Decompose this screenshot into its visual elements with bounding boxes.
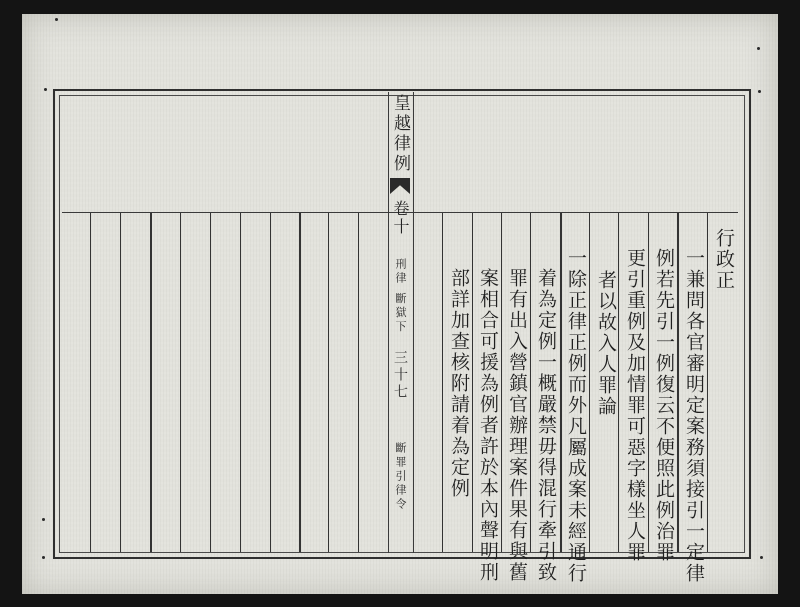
text-column: 行政正 (713, 228, 735, 291)
binding-hole (758, 90, 761, 93)
column-rule (618, 213, 619, 552)
column-rule (328, 213, 329, 552)
text-column: 一除正律正例而外凡屬成案未經通行 (565, 248, 587, 584)
text-column: 着為定例一概嚴禁毋得混行牽引致 (535, 268, 557, 583)
text-column: 更引重例及加情罪可惡字樣坐人罪 (624, 248, 646, 563)
column-rule (180, 213, 181, 552)
column-rule (270, 213, 271, 552)
column-rule (240, 213, 241, 552)
column-rule (530, 213, 531, 552)
column-rule (501, 213, 502, 552)
column-rule (442, 213, 443, 552)
column-rule (120, 213, 121, 552)
page-number: 三十七 (392, 350, 408, 401)
binding-hole (55, 18, 58, 21)
binding-hole (42, 556, 45, 559)
column-rule (560, 213, 562, 552)
column-rule (358, 213, 359, 552)
column-rule (707, 213, 708, 552)
text-column: 罪有出入營鎮官辦理案件果有與舊 (506, 268, 528, 583)
section-label: 刑律 斷獄下 (394, 258, 407, 335)
text-column: 一兼問各官審明定案務須接引一定律 (683, 248, 705, 584)
column-rule (648, 213, 649, 552)
footer-label: 斷罪引律令 (394, 442, 407, 512)
binding-hole (760, 556, 763, 559)
text-column: 案相合可援為例者許於本內聲明刑 (477, 268, 499, 583)
binding-hole (42, 518, 45, 521)
binding-hole (44, 88, 47, 91)
column-rule (90, 213, 91, 552)
binding-hole (757, 47, 760, 50)
column-rule (589, 213, 590, 552)
column-rule (677, 213, 679, 552)
book-title: 皇越律例 (390, 94, 410, 174)
column-rule (150, 213, 152, 552)
column-rule (210, 213, 211, 552)
text-column: 例若先引一例復云不便照此例治罪 (653, 248, 675, 563)
text-column: 者以故入人罪論 (595, 270, 617, 417)
text-column: 部詳加查核附請着為定例 (448, 268, 470, 499)
column-rule (472, 213, 473, 552)
column-rule (299, 213, 301, 552)
volume-label: 卷十 (391, 200, 410, 236)
